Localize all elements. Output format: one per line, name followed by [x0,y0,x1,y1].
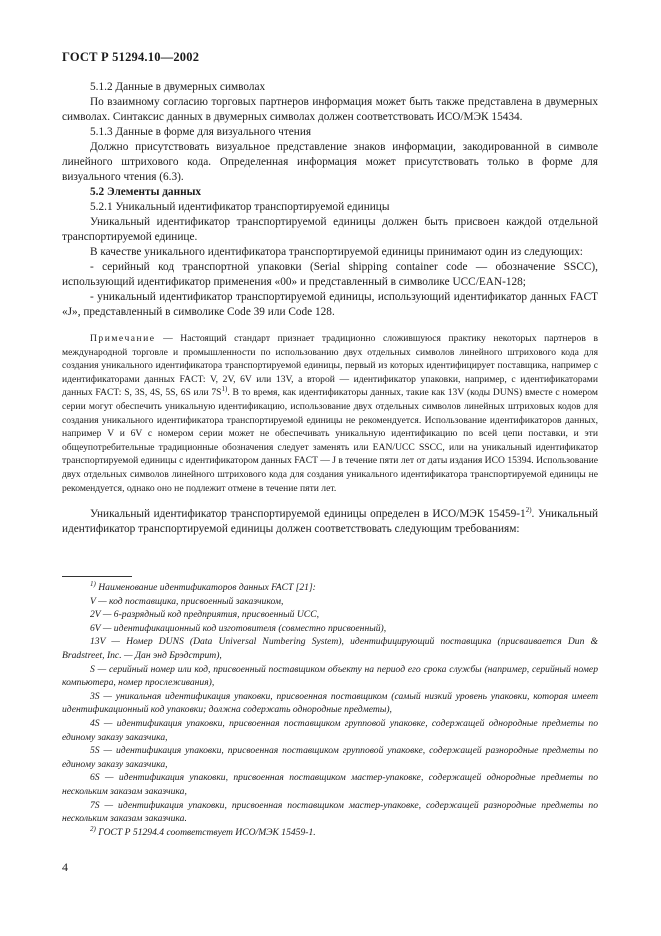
section-5-1-3-heading: 5.1.3 Данные в форме для визуального чтения [90,126,312,138]
footnote-divider [62,576,132,577]
section-5-2-heading: 5.2 Элементы данных [90,186,202,198]
list-item: - серийный код транспортной упаковки (Serial shipping container code — обозначение SSCC), использующий идентификатор применения «00» и представленный в символике UCC/EAN-128; [62,261,598,288]
footnote-text: Наименование идентификаторов данных FACT [21]: [95,582,316,593]
footnotes [62,581,598,839]
footnote-ref: 1) [221,385,228,394]
footnote-marker: 1) [90,579,96,588]
footnote-line: V — код поставщика, присвоенный заказчиком, [90,595,284,607]
footnote-marker: 2) [90,824,96,833]
list-item: - уникальный идентификатор транспортируемой единицы, использующий идентификатор данных FACT «J», представленный в символике Code 39 или Code 128. [62,291,598,318]
paragraph: По взаимному согласию торговых партнеров информация может быть также представлена в двумерных символах. Синтаксис данных в двумерных символах должен соответствовать ИСО/МЭК 15434. [62,96,598,123]
footnote [62,826,598,840]
footnote-line: S — серийный номер или код, присвоенный поставщиком объекту на период его срока службы (например, серийный номер компьютера, номер прослеживания), [62,663,598,689]
section-5-2-1-heading: 5.2.1 Уникальный идентификатор транспортируемой единицы [90,201,390,213]
paragraph-text: . Уникальный идентификатор транспортируемой единицы должен соответствовать следующим требованиям: [62,508,598,536]
footnote-ref: 2) [525,506,532,515]
footnote-line: 6V — идентификационный код изготовителя (совместно присвоенный), [90,622,387,634]
page-number: 4 [62,860,68,874]
paragraph: Должно присутствовать визуальное представление знаков информации, закодированной в символе линейного штрихового кода. Определенная информация может присутствовать только в форме для визуального чтения (6.3). [62,141,598,183]
footnote-line: 6S — идентификация упаковки, присвоенная поставщиком мастер-упаковке, содержащей однородные предметы по нескольким заказам заказчика, [62,772,598,797]
paragraph [62,507,598,537]
footnote-line: 4S — идентификация упаковки, присвоенная поставщиком групповой упаковке, содержащей однородные предметы по единому заказу заказчика, [62,717,598,743]
note-text: — Настоящий стандарт признает традиционно сложившуюся практику некоторых партнеров в международной торговле и промышленности по использованию двух отдельных символов линейного штрихового кода для создания уникального идентификатора транспортируемой единицы, первый из которых идентифицирует поставщика, например с идентификаторами данных FACT: V, 2V, 6V или 13V, а второй — идентификатор упаковки, например, с идентификаторами данных FACT: S, 3S, 4S, 5S, 6S или 7S [62,333,598,399]
paragraph: В качестве уникального идентификатора транспортируемой единицы принимают один из следующих: [90,246,583,258]
section-5-1-2-heading: 5.1.2 Данные в двумерных символах [90,81,266,93]
footnote-line: 7S — идентификация упаковки, присвоенная поставщиком мастер-упаковке, содержащей разнородные предметы по нескольким заказам заказчика. [62,799,598,825]
footnote [62,581,598,595]
paragraph: Уникальный идентификатор транспортируемой единицы должен быть присвоен каждой отдельной транспортируемой единице. [62,216,598,243]
document-header: ГОСТ Р 51294.10—2002 [62,50,200,64]
footnote-line: 2V — 6-разрядный код предприятия, присвоенный UCC, [90,609,319,621]
footnote-line: 5S — идентификация упаковки, присвоенная поставщиком групповой упаковке, содержащей разнородные предметы по единому заказу заказчика, [62,745,598,770]
note-text: . В то время, как идентификаторы данных, такие как 13V (коды DUNS) вместе с номером серии могут обеспечить уникальную идентификацию, использование двух отдельных символов линейных штриховых кодов для создания уникального идентификатора транспортируемой единицы не рекомендуется. Использование идентификаторов данных, например V и 6V с номером серии может не обеспечивать уникальную идентификацию по всей цепи поставки, и эти общеупотребительные традиционные обозначения следует заменять или EAN/UCC SSCC, или на уникальный идентификатор транспортируемой единицы с идентификатором данных FACT — J в течение пяти лет от даты издания ИСО 15394. Использование двух отдельных символов линейного штрихового кода для создания уникального идентификатора транспортируемой единицы не рекомендуется, однако оно не подлежит отмене в течение пяти лет. [62,387,598,494]
footnote-line: 3S — уникальная идентификация упаковки, присвоенная поставщиком (самый низкий уровень упаковки, которая имеет идентификационный код упаковки; должна содержать однородные предметы), [62,690,598,716]
note [62,332,598,495]
page-body [62,80,598,537]
footnote-line: 13V — Номер DUNS (Data Universal Numbering System), идентифицирующий поставщика (присваивается Dun & Bradstreet, Inc. — Дан энд Брэдстрит), [62,636,598,661]
paragraph-text: Уникальный идентификатор транспортируемой единицы определен в ИСО/МЭК 15459-1 [90,508,526,521]
footnote-text: ГОСТ Р 51294.4 соответствует ИСО/МЭК 15459-1. [95,826,316,838]
note-label: Примечание [90,333,156,344]
